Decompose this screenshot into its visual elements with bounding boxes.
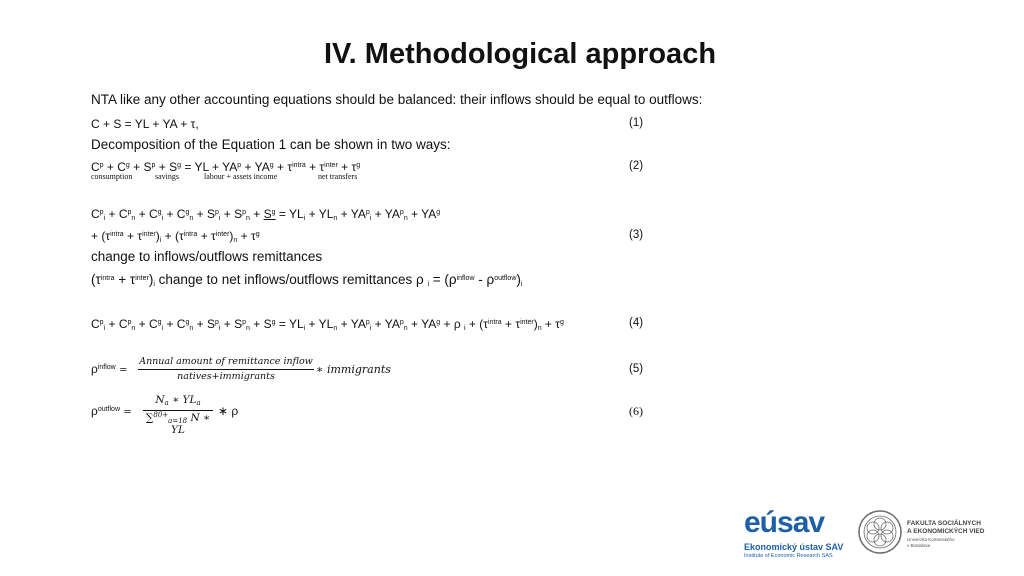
label-transfers: net transfers — [318, 172, 358, 181]
faculty-seal-icon — [857, 509, 903, 555]
equation-4: $C^p_i + C^p_n + C^g_i + C^g_n + S^p_i + S^p_n + S^g = YL_i + YL_n + YA^p_i + YA^p_n + YA^g + \rho$ $_i + (\tau^{intra} + \tau^{inter})_n + \tau^g$ — [91, 317, 564, 332]
equation-6-number: (6) — [629, 404, 643, 418]
equation-5-number: (5) — [629, 363, 644, 375]
equation-6-numerator: $N_a$ ∗ $YL_a$ — [155, 394, 201, 407]
equation-2-number: (2) — [629, 160, 644, 172]
equation-3-number: (3) — [629, 229, 644, 241]
label-income: labour + assets income — [204, 172, 278, 181]
equation-5-denominator: natives+immigrants — [177, 371, 275, 382]
equation-6-lhs: $\rho^{outflow}$ = — [91, 404, 132, 418]
label-consumption: consumption — [91, 172, 133, 181]
equation-5-lhs: $\rho^{inflow}$ = — [91, 362, 128, 376]
equation-5-multiplier: ∗ immigrants — [316, 363, 391, 376]
eusav-name-en: Institute of Economic Research SAS — [744, 553, 833, 559]
faculty-name-2: A EKONOMICKÝCH VIED — [907, 528, 985, 535]
intro-text: NTA like any other accounting equations should be balanced: their inflows should be equal to outflows: — [91, 92, 703, 107]
net-remittances-text: change to net inflows/outflows remittances ρ — [158, 272, 424, 287]
equation-2: $C^p + C^g + S^p + S^g$ = YL + $YA^p + YA^g + \tau^{intra} + \tau^{inter} + \tau^g$ — [91, 160, 361, 174]
equation-5-fraction-bar — [138, 369, 314, 370]
decomposition-text: Decomposition of the Equation 1 can be shown in two ways: — [91, 137, 451, 152]
equation-5-numerator: Annual amount of remittance inflow — [139, 356, 313, 367]
equation-6-denominator: ∑$^{80+}_{a=18}$ N ∗ YL — [145, 411, 211, 436]
university-city: v Bratislave — [907, 543, 931, 548]
net-remittances-line: $(\tau^{intra} + \tau^{inter})_i$ change to net inflows/outflows remittances ρ $_i = (\rho^{inflow} - \rho^{outflow})_i$ — [91, 272, 523, 288]
equation-6-multiplier: ∗ ρ — [218, 404, 239, 418]
change-remittances-text: change to inflows/outflows remittances — [91, 249, 323, 264]
university-name: Univerzita Komenského — [907, 537, 955, 542]
page-title: IV. Methodological approach — [323, 38, 717, 70]
equation-1: C + S = YL + YA + τ, — [91, 117, 199, 131]
equation-4-number: (4) — [629, 317, 644, 329]
equation-3-line-1: $C^p_i + C^p_n + C^g_i + C^g_n + S^p_i + S^p_n + S^g = YL_i + YL_n + YA^p_i + YA^p_n + YA^g$ — [91, 207, 441, 222]
faculty-name-1: FAKULTA SOCIÁLNYCH — [907, 520, 981, 527]
eusav-name: Ekonomický ústav SAV — [744, 542, 844, 552]
equation-1-number: (1) — [629, 117, 644, 129]
label-savings: savings — [155, 172, 179, 181]
equation-3-line-2: + $(\tau^{intra} + \tau^{inter})_i + (\tau^{intra} + \tau^{inter})_n + \tau^g$ — [91, 229, 260, 244]
eusav-logo: eúsav — [744, 506, 825, 539]
